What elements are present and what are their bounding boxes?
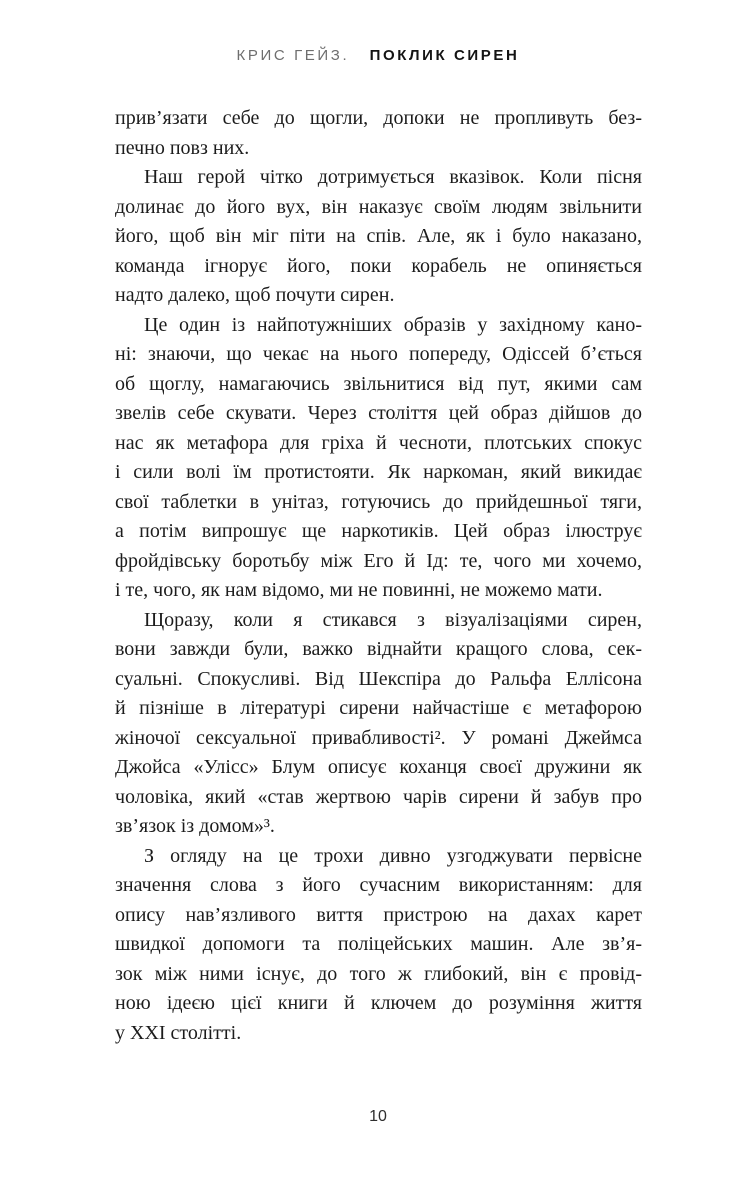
body-text-block [115, 104, 642, 1048]
paragraph [115, 104, 642, 163]
paragraph [115, 842, 642, 1049]
text-line: З огляду на це трохи дивно узгоджувати первісне [144, 844, 642, 867]
text-line: фройдівську боротьбу між Его й Ід: те, чого ми хочемо, [115, 549, 642, 572]
text-line: прив’язати себе до щогли, допоки не пропливуть без- [115, 107, 642, 129]
running-header-book-title: ПОКЛИК СИРЕН [369, 47, 520, 64]
text-line: і те, чого, як нам відомо, ми не повинні, не можемо мати. [115, 579, 603, 601]
running-header-author: КРИС ГЕЙЗ. [236, 47, 350, 64]
text-line: ні: знаючи, що чекає на нього попереду, Одіссей б’ється [115, 343, 642, 365]
text-line: свої таблетки в унітаз, готуючись до прийдешньої тяги, [115, 490, 642, 513]
text-line: ною ідеєю цієї книги й ключем до розуміння життя [115, 992, 642, 1014]
text-line: вони завжди були, важко віднайти кращого слова, сек- [115, 638, 642, 660]
paragraph [115, 311, 642, 606]
text-line: опису нав’язливого виття пристрою на дахах карет [115, 903, 642, 926]
text-line: його, щоб він міг піти на спів. Але, як і було наказано, [115, 225, 642, 247]
paragraph [115, 606, 642, 842]
text-line: а потім випрошує ще наркотиків. Цей образ ілюструє [115, 520, 642, 542]
text-line: зок між ними існує, до того ж глибокий, він є провід- [115, 962, 642, 985]
running-header-separator [356, 47, 363, 64]
text-line: і сили волі їм протистояти. Як наркоман, який викидає [115, 461, 642, 483]
text-line: нас як метафора для гріха й чесноти, плотських спокус [115, 431, 642, 454]
text-line: чоловіка, який «став жертвою чарів сирени й забув про [115, 785, 642, 808]
paragraph [115, 163, 642, 311]
text-line: Щоразу, коли я стикався з візуалізаціями сирен, [144, 608, 642, 631]
text-line: надто далеко, щоб почути сирен. [115, 284, 395, 306]
text-line: Джойса «Улісс» Блум описує коханця своєї дружини як [115, 756, 642, 778]
page-number: 10 [369, 1108, 387, 1125]
text-line: й пізніше в літературі сирени найчастіше є метафорою [115, 697, 642, 719]
text-line: об щоглу, намагаючись звільнитися від пут, якими сам [115, 372, 642, 395]
text-line: звелів себе скувати. Через століття цей образ дійшов до [115, 402, 642, 424]
text-line: швидкої допомоги та поліцейських машин. Але зв’я- [115, 933, 642, 955]
text-line: у XXI столітті. [115, 1021, 242, 1044]
text-line: жіночої сексуальної привабливості². У романі Джеймса [115, 726, 642, 749]
text-line: команда ігнорує його, поки корабель не опиняється [115, 254, 642, 277]
text-line: Наш герой чітко дотримується вказівок. Коли пісня [144, 166, 642, 188]
text-line: Це один із найпотужніших образів у західному кано- [144, 313, 642, 336]
text-line: долинає до його вух, він наказує своїм людям звільнити [115, 195, 642, 218]
text-line: печно повз них. [115, 136, 250, 159]
text-line: зв’язок із домом»³. [115, 815, 275, 837]
text-line: значення слова з його сучасним використанням: для [115, 874, 642, 896]
running-header [0, 47, 756, 64]
text-line: суальні. Спокусливі. Від Шекспіра до Ральфа Еллісона [115, 667, 642, 690]
